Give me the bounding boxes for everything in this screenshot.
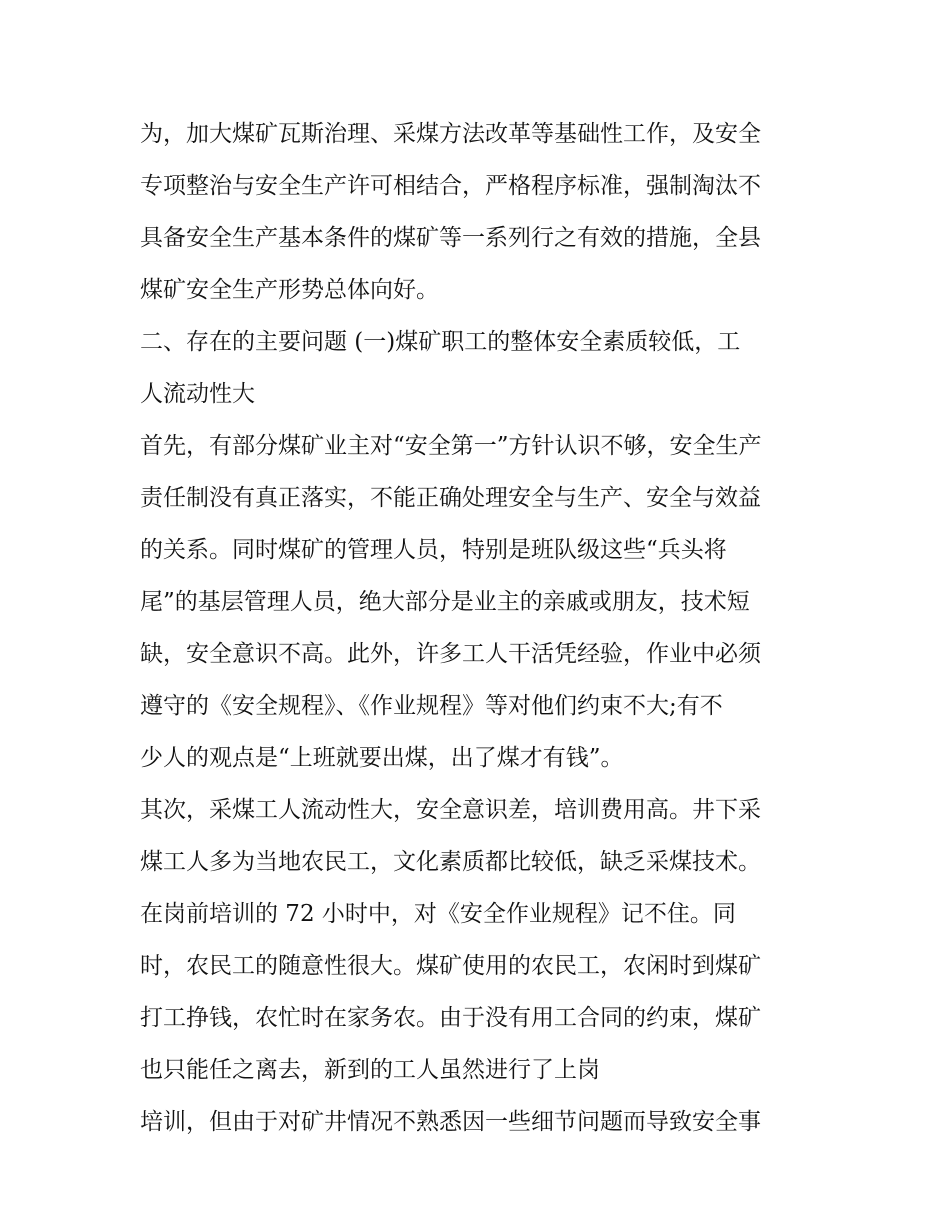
text-line-18: 打工挣钱，农忙时在家务农。由于没有用工合同的约束，煤矿 [140, 1005, 761, 1031]
text-line-13: 少人的观点是“上班就要出煤，出了煤才有钱”。 [140, 745, 624, 771]
text-line-5: 二、存在的主要问题 (一)煤矿职工的整体安全素质较低，工 [140, 329, 741, 355]
text-line-11: 缺，安全意识不高。此外，许多工人干活凭经验，作业中必须 [140, 641, 761, 667]
text-line-8: 责任制没有真正落实，不能正确处理安全与生产、安全与效益 [140, 485, 761, 511]
text-line-19: 也只能任之离去，新到的工人虽然进行了上岗 [140, 1057, 600, 1083]
text-line-6: 人流动性大 [140, 381, 255, 407]
text-line-14: 其次，采煤工人流动性大，安全意识差，培训费用高。井下采 [140, 797, 761, 823]
text-line-4: 煤矿安全生产形势总体向好。 [140, 277, 439, 303]
text-line-17: 时，农民工的随意性很大。煤矿使用的农民工，农闲时到煤矿 [140, 953, 761, 979]
text-line-1: 为，加大煤矿瓦斯治理、采煤方法改革等基础性工作，及安全 [140, 121, 761, 147]
text-line-15: 煤工人多为当地农民工，文化素质都比较低，缺乏采煤技术。 [140, 849, 761, 875]
text-line-10: 尾”的基层管理人员，绝大部分是业主的亲戚或朋友，技术短 [140, 589, 750, 615]
text-line-9: 的关系。同时煤矿的管理人员，特别是班队级这些“兵头将 [140, 537, 727, 563]
document-body [140, 108, 830, 1148]
text-line-7: 首先，有部分煤矿业主对“安全第一”方针认识不够，安全生产 [140, 433, 762, 459]
text-line-3: 具备安全生产基本条件的煤矿等一系列行之有效的措施，全县 [140, 225, 761, 251]
text-line-12: 遵守的《安全规程》、《作业规程》等对他们约束不大;有不 [140, 693, 723, 719]
text-line-16: 在岗前培训的 72 小时中，对《安全作业规程》记不住。同 [140, 901, 736, 927]
text-line-20: 培训，但由于对矿井情况不熟悉因一些细节问题而导致安全事 [140, 1109, 761, 1135]
text-line-2: 专项整治与安全生产许可相结合，严格程序标准，强制淘汰不 [140, 173, 761, 199]
